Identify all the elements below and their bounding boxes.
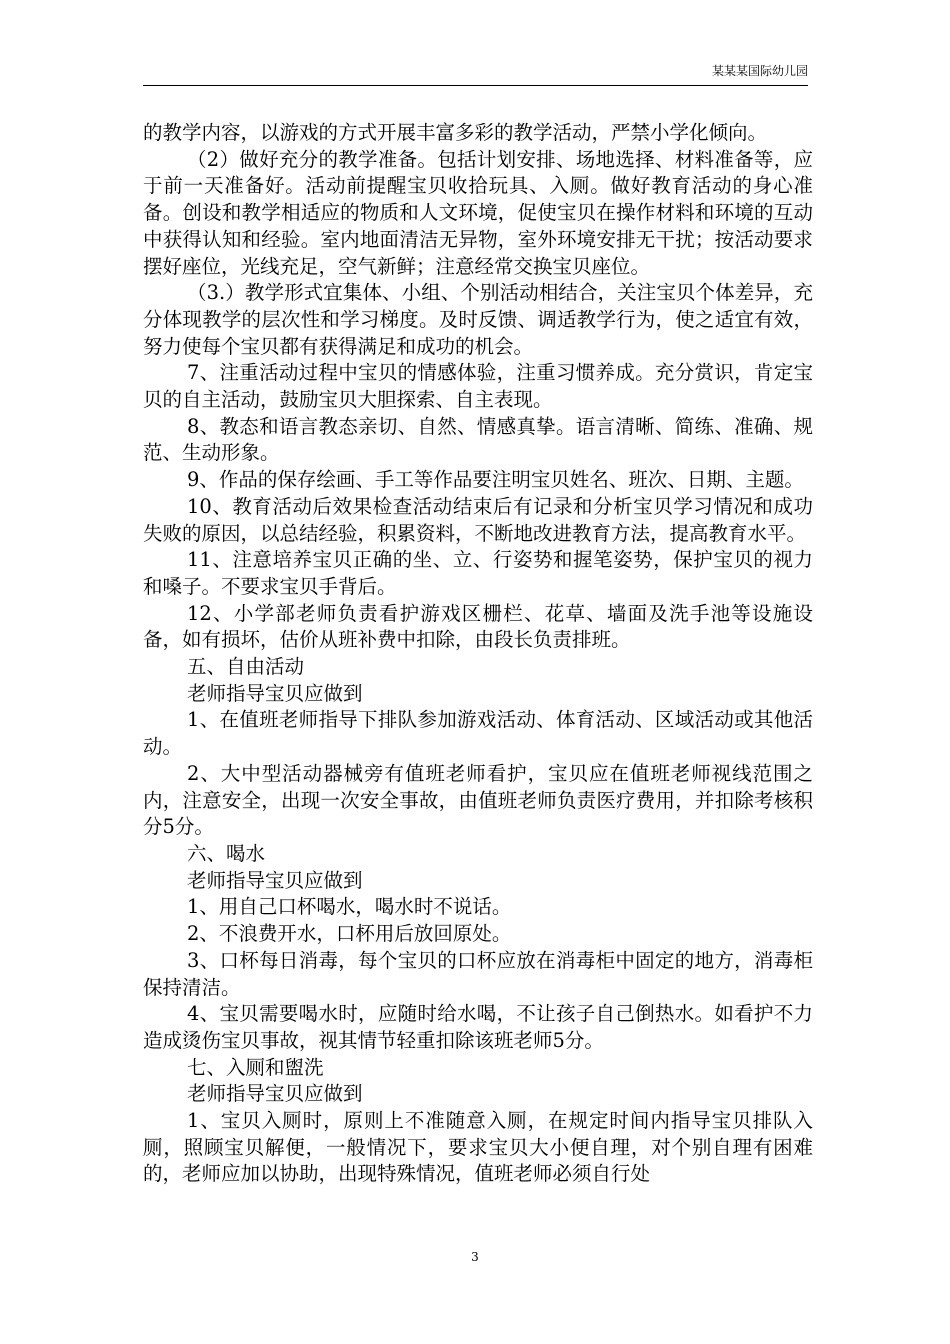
paragraph-teaching-preparation: （2）做好充分的教学准备。包括计划安排、场地选择、材料准备等，应于前一天准备好。活动前提醒宝贝收拾玩具、入厕。做好教育活动的身心准备。创设和教学相适应的物质和人文环境，促使宝贝在操作材料和环境的互动中获得认知和经验。室内地面清洁无异物，室外环境安排无干扰；按活动要求摆好座位，光线充足，空气新鲜；注意经常交换宝贝座位。 xyxy=(143,147,813,278)
section-heading-drinking-water: 六、喝水 xyxy=(187,841,266,865)
paragraph-item-10: 10、教育活动后效果检查活动结束后有记录和分析宝贝学习情况和成功失败的原因，以总结经验，积累资料，不断地改进教育方法，提高教育水平。 xyxy=(143,494,813,545)
paragraph-water-2: 2、不浪费开水，口杯用后放回原处。 xyxy=(187,922,512,946)
section-heading-free-activity: 五、自由活动 xyxy=(187,655,305,679)
header-org-name: 某某某国际幼儿园 xyxy=(711,64,808,78)
paragraph-water-3: 3、口杯每日消毒，每个宝贝的口杯应放在消毒柜中固定的地方，消毒柜保持清洁。 xyxy=(143,948,813,999)
paragraph-toilet-1: 1、宝贝入厕时，原则上不准随意入厕，在规定时间内指导宝贝排队入厕，照顾宝贝解便，一般情况下，要求宝贝大小便自理，对个别自理有困难的，老师应加以协助，出现特殊情况，值班老师必须自行处 xyxy=(143,1109,813,1186)
subheading-teacher-guidance: 老师指导宝贝应做到 xyxy=(187,868,363,892)
paragraph-item-8: 8、教态和语言教态亲切、自然、情感真挚。语言清晰、简练、准确、规范、生动形象。 xyxy=(143,414,813,465)
page-header xyxy=(143,0,808,86)
paragraph-item-12: 12、小学部老师负责看护游戏区栅栏、花草、墙面及洗手池等设施设备，如有损坏，估价从班补费中扣除，由段长负责排班。 xyxy=(143,601,813,652)
paragraph-continuation: 的教学内容，以游戏的方式开展丰富多彩的教学活动，严禁小学化倾向。 xyxy=(143,121,768,144)
paragraph-free-activity-1: 1、在值班老师指导下排队参加游戏活动、体育活动、区域活动或其他活动。 xyxy=(143,708,813,759)
paragraph-free-activity-2: 2、大中型活动器械旁有值班老师看护，宝贝应在值班老师视线范围之内，注意安全，出现一次安全事故，由值班老师负责医疗费用，并扣除考核积分5分。 xyxy=(143,761,813,839)
document-body xyxy=(143,120,813,1188)
paragraph-item-11: 11、注意培养宝贝正确的坐、立、行姿势和握笔姿势，保护宝贝的视力和嗓子。不要求宝贝手背后。 xyxy=(143,548,813,598)
paragraph-item-7: 7、注重活动过程中宝贝的情感体验，注重习惯养成。充分赏识，肯定宝贝的自主活动，鼓励宝贝大胆探索、自主表现。 xyxy=(143,361,813,412)
section-heading-toilet-washing: 七、入厕和盥洗 xyxy=(187,1055,324,1079)
paragraph-water-4: 4、宝贝需要喝水时，应随时给水喝，不让孩子自己倒热水。如看护不力造成烫伤宝贝事故，视其情节轻重扣除该班老师5分。 xyxy=(143,1002,813,1052)
subheading-teacher-guidance: 老师指导宝贝应做到 xyxy=(187,1082,363,1106)
paragraph-teaching-form: （3.）教学形式宜集体、小组、个别活动相结合，关注宝贝个体差异，充分体现教学的层次性和学习梯度。及时反馈、调适教学行为，使之适宜有效，努力使每个宝贝都有获得满足和成功的机会。 xyxy=(143,281,813,358)
paragraph-water-1: 1、用自己口杯喝水，喝水时不说话。 xyxy=(187,895,512,919)
page-number: 3 xyxy=(471,1250,479,1264)
paragraph-item-9: 9、作品的保存绘画、手工等作品要注明宝贝姓名、班次、日期、主题。 xyxy=(187,468,804,492)
subheading-teacher-guidance: 老师指导宝贝应做到 xyxy=(187,681,363,705)
